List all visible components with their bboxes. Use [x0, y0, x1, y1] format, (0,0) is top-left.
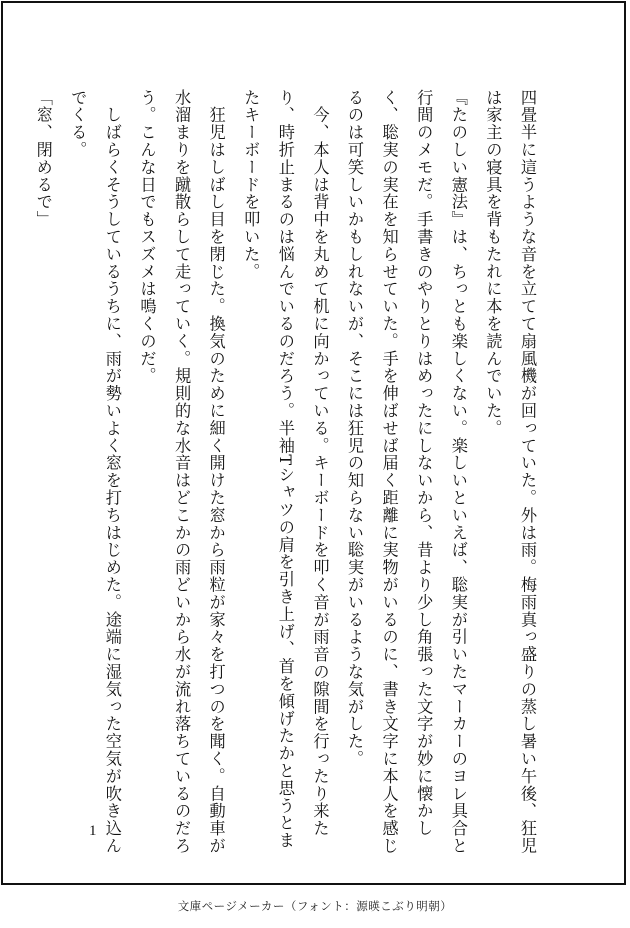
page-frame: [1, 1, 626, 885]
paragraph-1: 四畳半に這うような音を立てて扇風機が回っていた。外は雨。梅雨真っ盛りの蒸し暑い午後、狂児は家主の寝具を背もたれに本を読んでいた。: [483, 89, 537, 855]
paragraph-6: 「窓、閉めるで」: [33, 89, 53, 229]
paragraph-3: 今、本人は背中を丸めて机に向かっている。キーボードを叩く音が雨音の隙間を行ったり来たり、時折止まるのは悩んでいるのだろう。半袖Tシャツの肩を引き上げ、首を傾げたかと思うとまたキーボードを叩いた。: [241, 89, 330, 850]
paragraph-5: しばらくそうしているうちに、雨が勢いよく窓を打ちはじめた。途端に湿気った空気が吹き込んでくる。: [68, 89, 122, 855]
vertical-text-body: [33, 89, 544, 859]
footer-caption: 文庫ページメーカー（フォント：源暎こぶり明朝）: [177, 899, 453, 913]
paragraph-4: 狂児はしばし目を閉じた。換気のために細く開けた窓から雨粒が家々を打つのを聞く。自動車が水溜まりを蹴散らして走っていく。規則的な水音はどこかの雨どいから水が流れ落ちているのだろう。こんな日でもスズメは鳴くのだ。: [137, 89, 226, 855]
paragraph-2: 『たのしい憲法』は、ちっとも楽しくない。楽しいといえば、聡実が引いたマーカーのヨレ具合と行間のメモだ。手書きのやりとりはめったにしないから、昔より少し角張った文字が妙に懐かしく、聡実の実在を知らせていた。手を伸ばせば届く距離に実物がいるのに、書き文字に本人を感じるのは可笑しいかもしれないが、そこには狂児の知らない聡実がいるような気がした。: [345, 89, 468, 855]
page-number: 1: [89, 823, 97, 839]
